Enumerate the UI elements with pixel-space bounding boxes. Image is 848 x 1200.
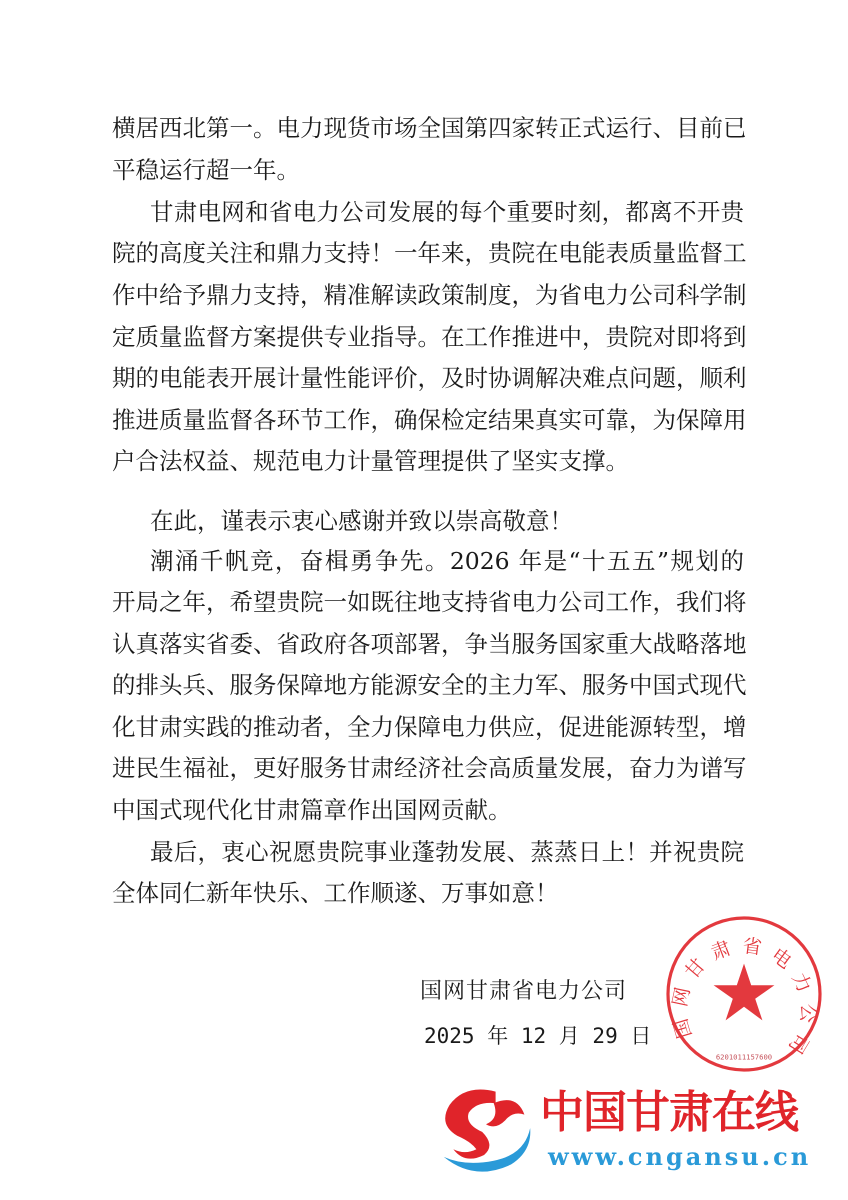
seal-number: 6201011157600 [715,1052,773,1062]
star-icon [714,964,775,1021]
letter-line: 开局之年，希望贵院一如既往地支持省电力公司工作，我们将 [112,588,747,616]
watermark-brand: 中国甘肃在线 [540,1087,798,1138]
letter-line: 中国式现代化甘肃篇章作出国网贡献。 [112,796,512,824]
letter-line: 户合法权益、规范电力计量管理提供了坚实支撑。 [112,447,629,475]
watermark-url: www.cngansu.cn [548,1142,812,1171]
letter-line: 在此，谨表示衷心感谢并致以崇高敬意！ [150,507,573,535]
seal-text: 国网甘肃省电力公司 [668,933,820,1058]
letter-line: 的排头兵、服务保障地方能源安全的主力军、服务中国式现代 [112,671,747,699]
cngansu-logo-icon [436,1082,536,1178]
letter-line: 甘肃电网和省电力公司发展的每个重要时刻，都离不开贵 [150,198,744,226]
letter-line: 认真落实省委、省政府各项部署，争当服务国家重大战略落地 [112,630,747,658]
letter-line: 院的高度关注和鼎力支持！一年来，贵院在电能表质量监督工 [112,239,747,267]
letter-line: 进民生福祉，更好服务甘肃经济社会高质量发展，奋力为谱写 [112,754,747,782]
letter-line: 平稳运行超一年。 [112,156,300,184]
letter-line: 推进质量监督各环节工作，确保检定结果真实可靠，为保障用 [112,406,747,434]
signature-organization: 国网甘肃省电力公司 [420,979,628,1004]
letter-line: 期的电能表开展计量性能评价，及时协调解决难点问题，顺利 [112,364,747,392]
letter-date: 2025 年 12 月 29 日 [424,1024,652,1048]
letter-line: 潮涌千帆竞，奋楫勇争先。2026 年是“十五五”规划的 [150,547,744,575]
letter-line: 横居西北第一。电力现货市场全国第四家转正式运行、目前已 [112,114,747,142]
official-seal-stamp [664,914,824,1074]
letter-line: 最后，衷心祝愿贵院事业蓬勃发展、蒸蒸日上！并祝贵院 [150,838,744,866]
letter-line: 化甘肃实践的推动者，全力保障电力供应，促进能源转型，增 [112,713,747,741]
letter-line: 作中给予鼎力支持，精准解读政策制度，为省电力公司科学制 [112,281,747,309]
letter-line: 全体同仁新年快乐、工作顺遂、万事如意！ [112,879,559,907]
letter-line: 定质量监督方案提供专业指导。在工作推进中，贵院对即将到 [112,323,747,351]
